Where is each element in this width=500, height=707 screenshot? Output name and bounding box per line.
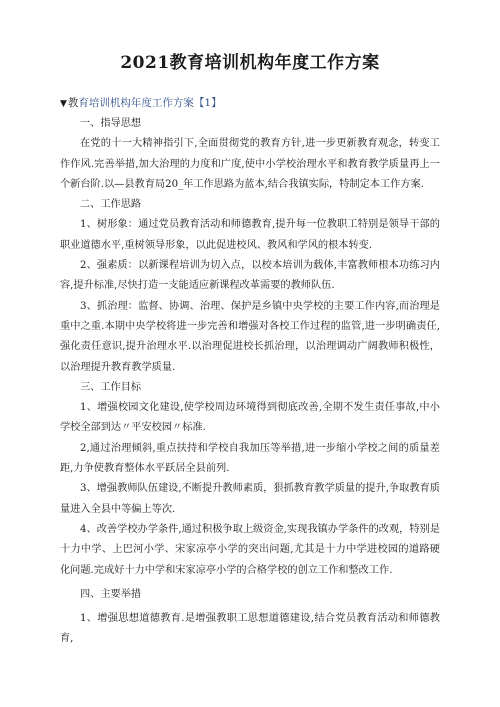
paragraph: 2,通过治理倾斜,重点扶持和学校自我加压等举措,进一步缩小学校之间的质量差距,力争使教育整体水平跃居全县前列.: [60, 442, 440, 475]
paragraph: 1、增强思想道德教育.是增强教职工思想道德建设,结合党员教育活动和师德教育,: [60, 613, 440, 645]
section-heading: 四、主要举措: [80, 588, 142, 600]
paragraph: 1、树形象：通过党员教育活动和师德教育,提升每一位教职工特别是领导干部的职业道德水平,重树领导形象，以此促进校风、教风和学风的根本转变.: [60, 219, 440, 251]
section-heading: 三、工作目标: [80, 381, 142, 393]
paragraph: 3、抓治理：监督、协调、治理、保护是乡镇中央学校的主要工作内容,而治理是重中之重.本期中央学校将进一步完善和增强对各校工作过程的监管,进一步明确责任,强化责任意识,提升治理水平.以治理促进校长抓治理，以治理调动广阔教师积极性，以治理提升教育教学质量.: [60, 300, 440, 373]
triangle-down-icon: ▼: [60, 99, 67, 109]
section-heading: 二、工作思路: [80, 199, 142, 211]
section-heading: 一、指导思想: [80, 118, 142, 129]
paragraph: 2、强素质：以新课程培训为切入点，以校本培训为载体,丰富教师根本功练习内容,提升标准,尽快打造一支能适应新课程改革需要的教师队伍.: [60, 260, 440, 292]
document-body: [60, 114, 440, 650]
toc-prefix: 教: [67, 97, 79, 109]
paragraph: 3、增强教师队伍建设,不断提升教师素质，狠抓教育教学质量的提升,争取教育质量进入全县中等偏上等次.: [60, 483, 440, 515]
paragraph: 在党的十一大精神指引下,全面贯彻党的教育方针,进一步更新教育观念，转变工作作风.完善举措,加大治理的力度和广度,使中小学校治理水平和教育教学质量再上一个新台阶.以—县教育局20_年工作思路为蓝本,结合我镇实际，特制定本工作方案.: [60, 138, 440, 190]
document-title: 2021教育培训机构年度工作方案: [120, 53, 380, 73]
paragraph: 4、改善学校办学条件,通过积极争取上级资金,实现我镇办学条件的改观，特别是十力中学、上巴河小学、宋家凉亭小学的突出问题,尤其是十力中学进校园的道路硬化问题.完成好十力中学和宋家凉亭小学的合格学校的创立工作和整改工作.: [60, 523, 440, 576]
toc-link[interactable]: 育培训机构年度工作方案: [78, 97, 194, 109]
toc-suffix[interactable]: 【1】: [193, 97, 222, 109]
toc-entry[interactable]: [60, 93, 440, 114]
paragraph: 1、增强校园文化建设,使学校周边环境得到彻底改善,全期不发生责任事故,中小学校全部到达〃平安校园〃标准.: [60, 402, 440, 434]
